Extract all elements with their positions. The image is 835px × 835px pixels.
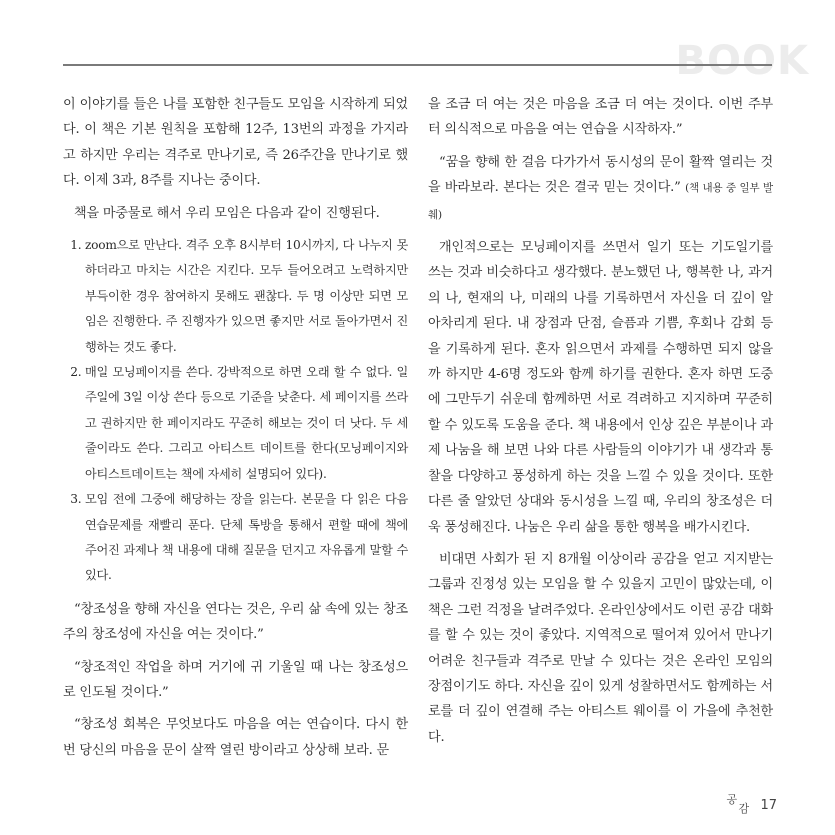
meeting-steps-list <box>63 233 408 589</box>
quote-paragraph <box>428 150 773 228</box>
quote-paragraph: “창조성 회복은 무엇보다도 마음을 여는 연습이다. 다시 한 번 당신의 마음을 문이 살짝 열린 방이라고 상상해 보라. 문 <box>63 717 408 758</box>
recommendation-paragraph: 비대면 사회가 된 지 8개월 이상이라 공감을 얻고 지지받는 그룹과 진정성 있는 모임을 할 수 있을지 고민이 많았는데, 이 책은 그런 걱정을 날려주었다. 온라인상에서도 이런 공감 대화를 할 수 있는 것이 좋았다. 지역적으로 떨어져 있어서 만나기 어려운 친구들과 격주로 만날 수 있다는 것은 온라인 모임의 장점이기도 하다. 자신을 깊이 있게 성찰하면서도 함께하는 서로를 더 깊이 연결해 주는 아티스트 웨이를 이 가을에 추천한다. <box>428 551 773 745</box>
list-item: 2. 매일 모닝페이지를 쓴다. 강박적으로 하면 오래 할 수 없다. 일주일에 3일 이상 쓴다 등으로 기준을 낮춘다. 세 페이지를 쓰라고 권하지만 한 페이지라도 꾸준히 해보는 것이 더 낫다. 두 세줄이라도 쓴다. 그리고 아티스트 데이트를 한다(모닝페이지와 아티스트데이트는 책에 자세히 설명되어 있다). <box>85 360 408 487</box>
quote-text: “꿈을 향해 한 걸음 다가가서 동시성의 문이 활짝 열리는 것을 바라보라. 본다는 것은 결국 믿는 것이다.” <box>428 154 773 196</box>
page-number: 17 <box>760 798 777 813</box>
reflection-paragraph: 개인적으로는 모닝페이지를 쓰면서 일기 또는 기도일기를 쓰는 것과 비슷하다고 생각했다. 분노했던 나, 행복한 나, 과거의 나, 현재의 나, 미래의 나를 기록하면서 자신을 더 깊이 알아차리게 된다. 내 장점과 단점, 슬픔과 기쁨, 후회나 감회 등을 기록하게 된다. 혼자 읽으면서 과제를 수행하면 되지 않을까 하지만 4-6명 정도와 함께 하기를 권한다. 혼자 하면 도중에 그만두기 쉬운데 함께하면 서로 격려하고 지지하며 꾸준히 할 수 있도록 도움을 준다. 책 내용에서 인상 깊은 부분이나 과제 나눔을 해 보면 나와 다른 사람들의 이야기가 내 생각과 통찰을 다양하고 풍성하게 하는 것을 느낄 수 있을 것이다. 또한 다른 줄 알았던 상대와 동시성을 느낄 때, 우리의 창조성은 더욱 풍성해진다. 나눔은 우리 삶을 통한 행복을 배가시킨다. <box>428 240 773 535</box>
logo-char-2: 감 <box>738 802 750 815</box>
quote-paragraph: “창조성을 향해 자신을 연다는 것은, 우리 삶 속에 있는 창조주의 창조성에 자신을 여는 것이다.” <box>63 601 408 643</box>
magazine-logo <box>726 791 752 813</box>
quote-source: (책 내용 중 일부 발췌) <box>428 182 773 221</box>
list-item: 3. 모임 전에 그중에 해당하는 장을 읽는다. 본문을 다 읽은 다음 연습문제를 재빨리 푼다. 단체 톡방을 통해서 편할 때에 책에 주어진 과제나 책 내용에 대해 질문을 던지고 자유롭게 말할 수 있다. <box>85 487 408 589</box>
process-intro-paragraph: 책을 마중물로 해서 우리 모임은 다음과 같이 진행된다. <box>74 205 380 221</box>
book-section-watermark: BOOK <box>675 38 809 84</box>
list-item: 1. zoom으로 만난다. 격주 오후 8시부터 10시까지, 다 나누지 못하더라고 마치는 시간은 지킨다. 모두 들어오려고 노력하지만 부득이한 경우 참여하지 못해도 괜찮다. 두 명 이상만 되면 모임은 진행한다. 주 진행자가 있으면 좋지만 서로 돌아가면서 진행하는 것도 좋다. <box>85 233 408 360</box>
quote-paragraph: “창조적인 작업을 하며 거기에 귀 기울일 때 나는 창조성으로 인도될 것이다.” <box>63 659 408 700</box>
quote-continuation: 을 조금 더 여는 것은 마음을 조금 더 여는 것이다. 이번 주부터 의식적으로 마음을 여는 연습을 시작하자.” <box>428 97 773 138</box>
page-footer <box>726 791 777 813</box>
logo-char-1: 공 <box>726 793 738 806</box>
intro-paragraph: 이 이야기를 들은 나를 포함한 친구들도 모임을 시작하게 되었다. 이 책은 기본 원칙을 포함해 12주, 13번의 과정을 가지라고 하지만 우리는 격주로 만나기로, 즉 26주간을 만나기로 했다. 이제 3과, 8주를 지나는 중이다. <box>63 97 408 189</box>
right-column <box>428 92 773 757</box>
left-column <box>63 92 408 770</box>
header-divider <box>63 64 772 66</box>
